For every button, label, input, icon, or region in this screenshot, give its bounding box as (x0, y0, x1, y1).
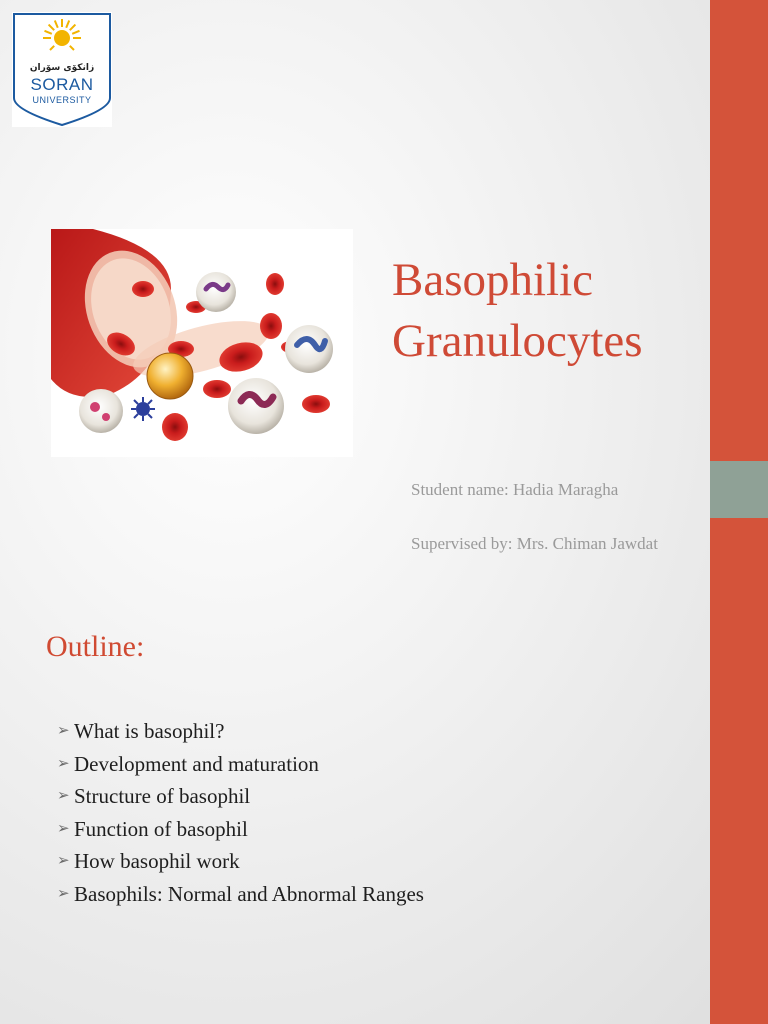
logo-name-university: UNIVERSITY (32, 95, 92, 105)
university-logo (12, 12, 112, 127)
arrow-bullet-icon: ➢ (57, 820, 70, 837)
list-item (57, 813, 424, 846)
slide-title: Basophilic Granulocytes (392, 254, 643, 367)
outline-heading: Outline: (46, 630, 145, 663)
arrow-bullet-icon: ➢ (57, 885, 70, 902)
arrow-bullet-icon: ➢ (57, 788, 70, 805)
outline-list (57, 715, 424, 911)
list-item (57, 878, 424, 911)
outline-item-text: Basophils: Normal and Abnormal Ranges (74, 881, 424, 906)
supervisor-name: Supervised by: Mrs. Chiman Jawdat (411, 534, 658, 553)
logo-name-soran: SORAN (30, 75, 94, 94)
outline-item-text: What is basophil? (74, 719, 225, 743)
arrow-bullet-icon: ➢ (57, 755, 70, 772)
logo-arabic-text: زانکۆی سۆران (29, 63, 95, 73)
arrow-bullet-icon: ➢ (57, 853, 70, 870)
outline-item-text: Development and maturation (74, 751, 319, 776)
outline-item-text: Function of basophil (74, 816, 248, 841)
arrow-bullet-icon: ➢ (57, 723, 70, 739)
accent-side-block (710, 461, 768, 518)
blood-vessel-cells-illustration (51, 229, 353, 457)
outline-item-text: Structure of basophil (74, 784, 251, 809)
list-item (57, 780, 424, 813)
list-item (57, 748, 424, 781)
student-name: Student name: Hadia Maragha (411, 480, 619, 499)
list-item (57, 715, 424, 748)
outline-item-text: How basophil work (74, 849, 240, 874)
list-item (57, 845, 424, 878)
